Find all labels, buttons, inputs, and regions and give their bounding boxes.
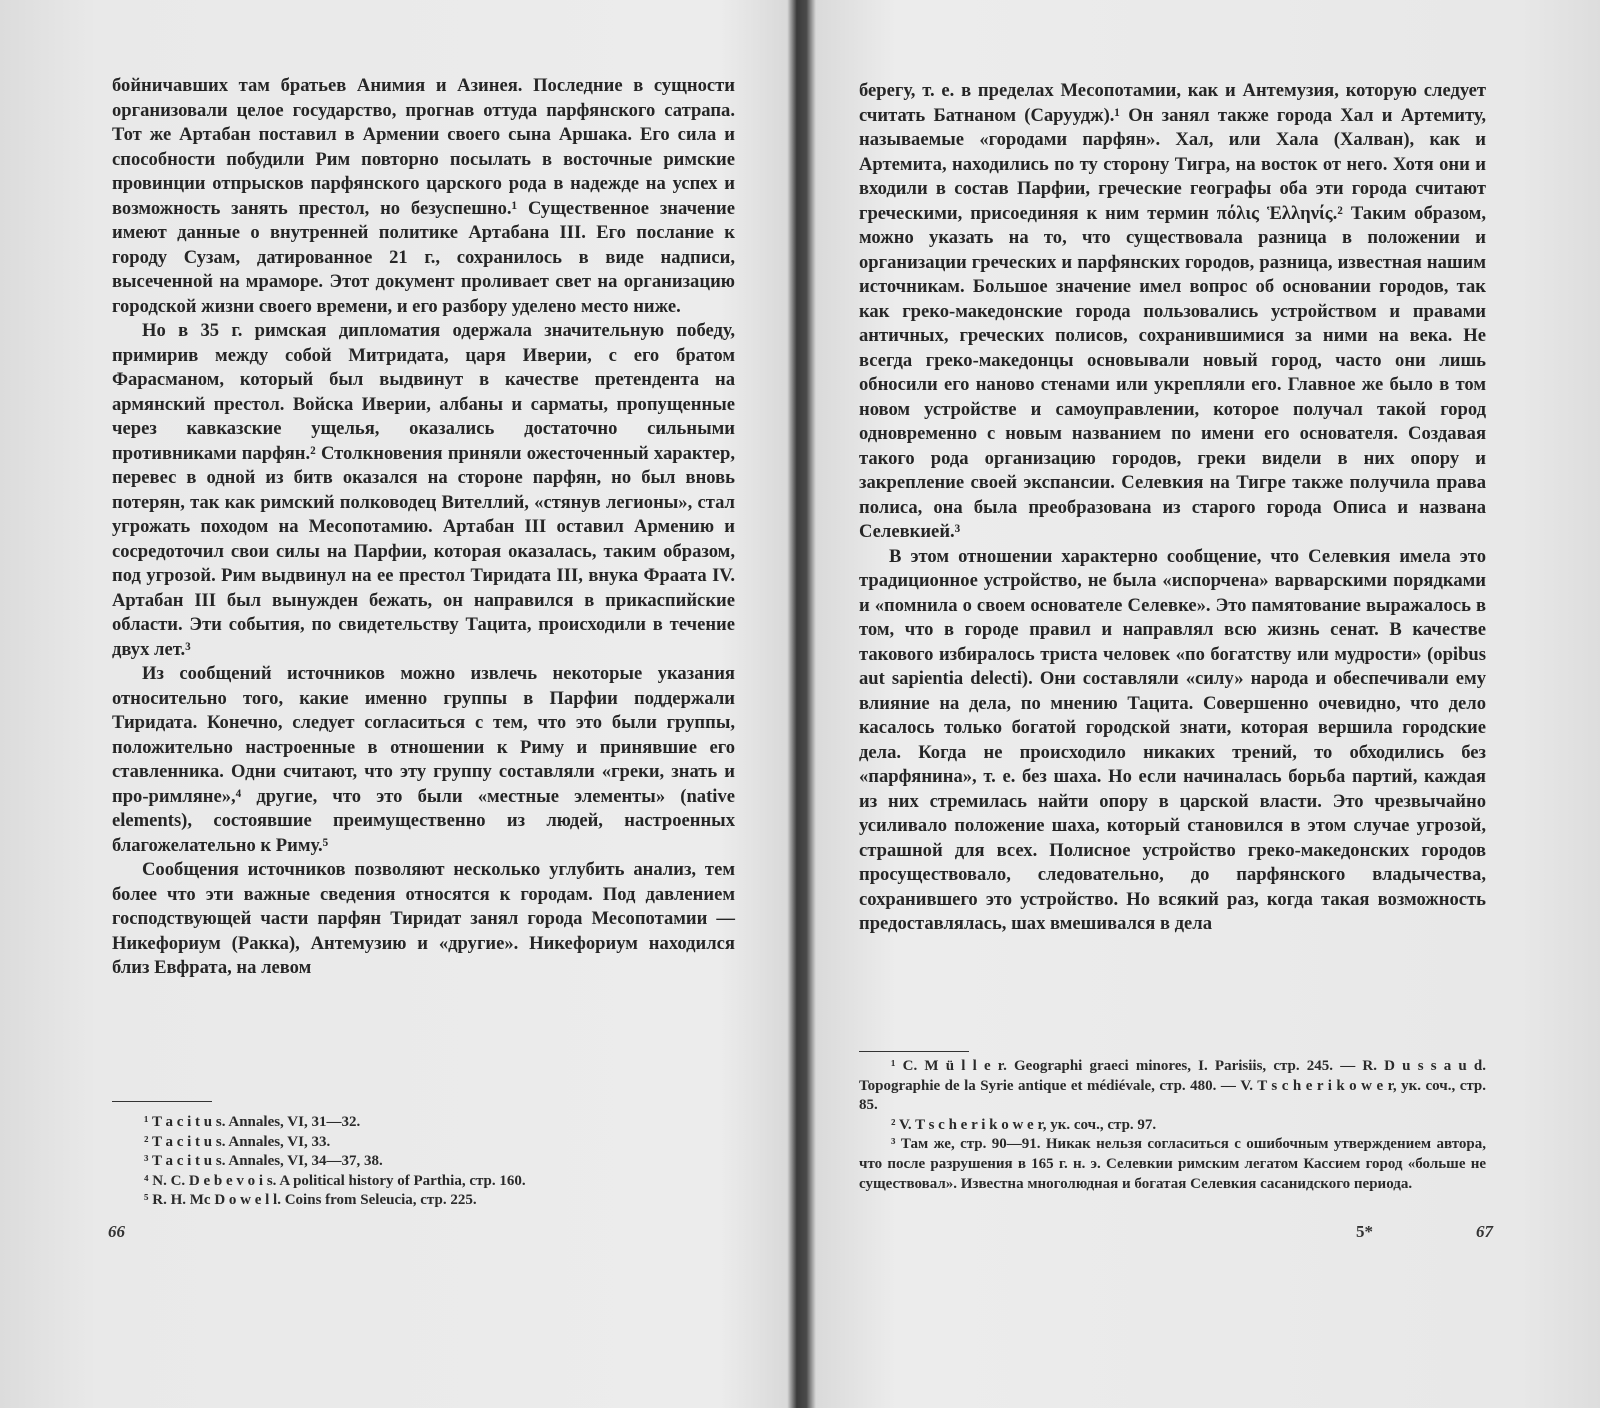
page-number: 66 xyxy=(108,1222,125,1241)
left-page xyxy=(0,0,792,1408)
footnote-divider xyxy=(859,1051,969,1052)
left-page-body xyxy=(112,74,735,981)
paragraph: Но в 35 г. римская дипломатия одержала значительную победу, примирив между собой Митридата, царя Иверии, с его братом Фарасманом, который был выдвинут в качестве претендента на армянский престол. Войска Иверии, албаны и сарматы, пропущенные через кавказские ущелья, оказались достаточно сильными противниками парфян.² Столкновения приняли ожесточенный характер, перевес в одной из битв оказался на стороне парфян, но был вновь потерян, так как римский полководец Вителлий, «стянув легионы», стал угрожать походом на Месопотамию. Артабан III оставил Армению и сосредоточил свои силы на Парфии, которая оказалась, таким образом, под угрозой. Рим выдвинул на ее престол Тиридата III, внука Фраата IV. Артабан III был вынужден бежать, он направился в прикаспийские области. Эти события, по свидетельству Тацита, происходили в течение двух лет.³ xyxy=(112,320,735,660)
paragraph: бойничавших там братьев Анимия и Азинея. Последние в сущности организовали целое государство, прогнав оттуда парфянского сатрапа. Тот же Артабан поставил в Армении своего сына Аршака. Его сила и способности побудили Рим повторно посылать в восточные римские провинции отпрысков парфянского царского рода в надежде на успех и возможность занять престол, но безуспешно.¹ Существенное значение имеют данные о внутренней политике Артабана III. Его послание к городу Сузам, датированное 21 г., сохранилось в виде надписи, высеченной на мраморе. Этот документ проливает свет на организацию городской жизни своего времени, и его разбору уделено место ниже. xyxy=(112,75,735,317)
paragraph: берегу, т. е. в пределах Месопотамии, как и Антемузия, которую следует считать Батнаном (Саруудж).¹ Он занял также города Хал и Артемиту, называемые «городами парфян». Хал, или Хала (Халван), как и Артемита, находились по ту сторону Тигра, на восток от него. Хотя они и входили в состав Парфии, греческие географы оба эти города считают греческими, присоединяя к ним термин πόλις Ἑλληνίς.² Таким образом, можно указать на то, что существовала разница в положении и организации греческих и парфянских городов, разница, известная нашим источникам. Большое значение имел вопрос об основании городов, так как греко-македонские города пользовались устройством и правами античных, греческих полисов, сохранившимися за ними на века. Не всегда греко-македонцы основывали новый город, часто они лишь обносили его наново стенами или укрепляли его. Главное же было в том новом устройстве и самоуправлении, которое получал такой город одновременно с новым названием по имени его основателя. Создавая такого рода организацию городов, греки видели в них опору и закрепление своей экспансии. Селевкия на Тигре также получила права полиса, она была преобразована из старого города Описа и названа Селевкией.³ xyxy=(859,80,1486,542)
footnote: ² V. T s c h e r i k o w e r, ук. соч., стр. 97. xyxy=(891,1116,1157,1133)
footnote: ² T a c i t u s. Annales, VI, 33. xyxy=(144,1133,331,1150)
footnote: ⁵ R. H. Mc D o w e l l. Coins from Seleucia, стр. 225. xyxy=(144,1192,477,1209)
paragraph: Из сообщений источников можно извлечь некоторые указания относительно того, какие именно группы в Парфии поддержали Тиридата. Конечно, следует согласиться с тем, что это были группы, положительно настроенные в отношении к Риму и принявшие его ставленника. Одни считают, что эту группу составляли «греки, знать и про-римляне»,⁴ другие, что это были «местные элементы» (native elements), состоявшие преимущественно из людей, настроенных благожелательно к Риму.⁵ xyxy=(112,663,735,856)
footnote: ¹ T a c i t u s. Annales, VI, 31—32. xyxy=(144,1114,361,1130)
paragraph: В этом отношении характерно сообщение, что Селевкия имела это традиционное устройство, не была «испорчена» варварскими порядками и «помнила о своем основателе Селевке». Это памятование выражалось в том, что в городе правил и направлял всю жизнь сенат. В качестве такового избиралось триста человек «по богатству или мудрости» (opibus aut sapientia delecti). Они составляли «силу» народа и обеспечивали ему влияние на дела, по мнению Тацита. Совершенно очевидно, что дело касалось только богатой городской знати, которая вершила городские дела. Когда не происходило никаких трений, то обходились без «парфянина», т. е. без шаха. Но если начиналась борьба партий, каждая из них стремилась найти опору в царской власти. Это чрезвычайно усиливало положение шаха, который становился в этом случае угрозой, страшной для всех. Полисное устройство греко-македонских городов просуществовало, следовательно, до парфянского владычества, сохранившего это устройство. Но всякий раз, когда такая возможность предоставлялась, шах вмешивался в дела xyxy=(859,545,1486,934)
left-page-footnotes xyxy=(112,1113,735,1211)
paragraph: Сообщения источников позволяют несколько углубить анализ, тем более что эти важные сведения относятся к городам. Под давлением господствующей части парфян Тиридат занял города Месопотамии — Никефориум (Ракка), Антемузию и «другие». Никефориум находился близ Евфрата, на левом xyxy=(112,859,735,978)
right-page-body xyxy=(859,79,1486,937)
right-page xyxy=(812,0,1600,1408)
footnote: ³ T a c i t u s. Annales, VI, 34—37, 38. xyxy=(144,1153,383,1170)
footnote: ³ Там же, стр. 90—91. Никак нельзя согласиться с ошибочным утверждением автора, что после разрушения в 165 г. н. э. Селевкии римским легатом Кассием город «больше не существовал». Известна многолюдная и богатая Селевкия сасанидского периода. xyxy=(859,1136,1486,1192)
signature-mark: 5* xyxy=(1356,1222,1373,1241)
footnote-divider xyxy=(112,1101,212,1102)
page-number: 67 xyxy=(1476,1222,1493,1241)
footnote: ⁴ N. C. D e b e v o i s. A political history of Parthia, стр. 160. xyxy=(144,1172,526,1189)
footnote: ¹ C. M ü l l e r. Geographi graeci minores, I. Parisiis, стр. 245. — R. D u s s a u d. Topographie de la Syrie antique et médiévale, стр. 480. — V. T s c h e r i k o w e r, ук. соч., стр. 85. xyxy=(859,1058,1486,1114)
right-page-footnotes xyxy=(859,1057,1486,1194)
